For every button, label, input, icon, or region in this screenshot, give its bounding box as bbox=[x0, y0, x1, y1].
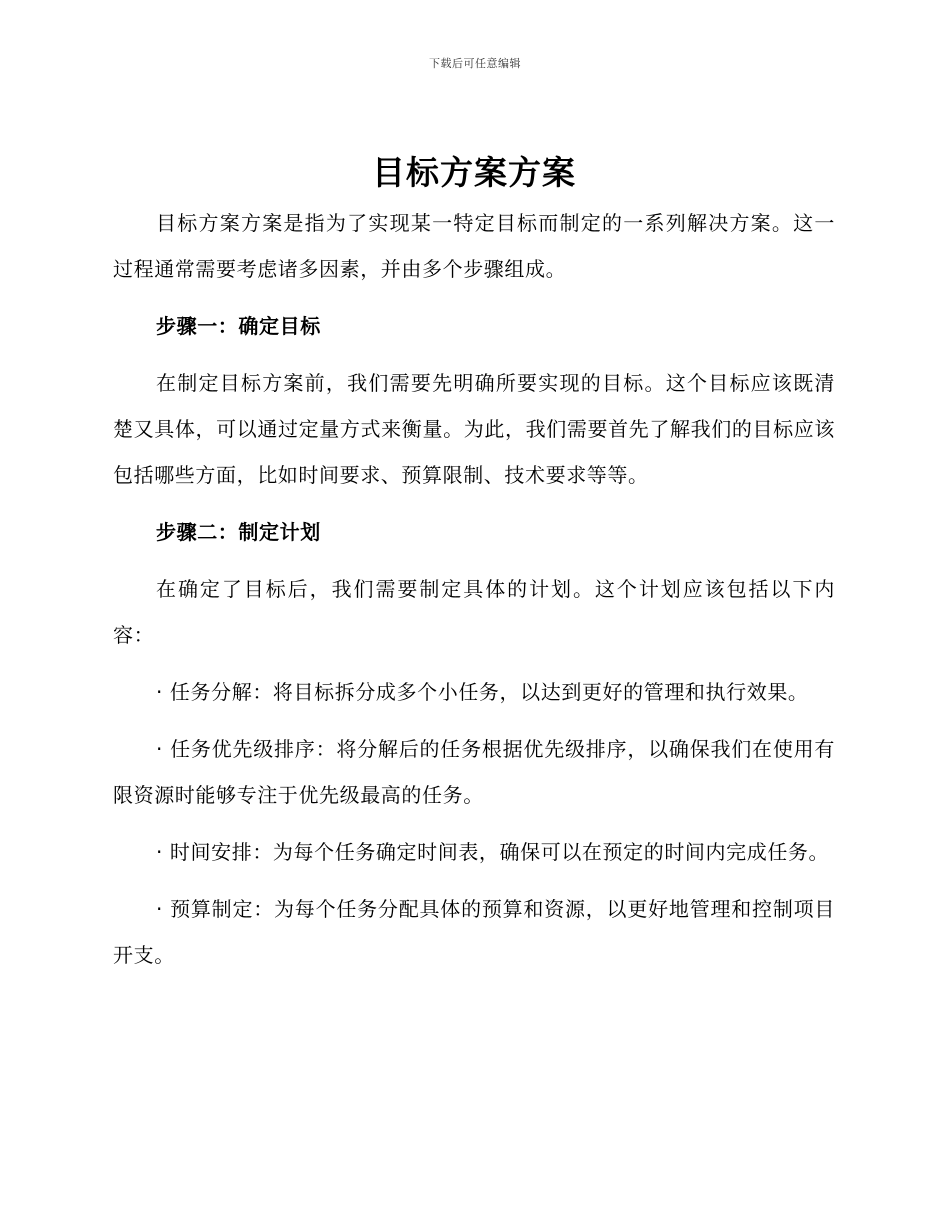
step-one-paragraph: 在制定目标方案前，我们需要先明确所要实现的目标。这个目标应该既清楚又具体，可以通过定量方式来衡量。为此，我们需要首先了解我们的目标应该包括哪些方面，比如时间要求、预算限制、技术要求等等。 bbox=[113, 371, 835, 487]
bullet-task-priority: · 任务优先级排序：将分解后的任务根据优先级排序，以确保我们在使用有限资源时能够专注于优先级最高的任务。 bbox=[113, 737, 835, 807]
bullet-time-schedule: · 时间安排：为每个任务确定时间表，确保可以在预定的时间内完成任务。 bbox=[156, 840, 830, 864]
document-body bbox=[113, 148, 835, 989]
intro-paragraph: 目标方案方案是指为了实现某一特定目标而制定的一系列解决方案。这一过程通常需要考虑诸多因素，并由多个步骤组成。 bbox=[113, 211, 835, 281]
step-two-heading: 步骤二：制定计划 bbox=[156, 520, 321, 544]
header-note: 下载后可任意编辑 bbox=[429, 57, 521, 70]
document-title: 目标方案方案 bbox=[372, 153, 576, 192]
step-one-heading: 步骤一：确定目标 bbox=[156, 314, 321, 338]
bullet-task-breakdown: · 任务分解：将目标拆分成多个小任务，以达到更好的管理和执行效果。 bbox=[156, 680, 809, 704]
step-two-paragraph: 在确定了目标后，我们需要制定具体的计划。这个计划应该包括以下内容： bbox=[113, 577, 835, 647]
bullet-budget: · 预算制定：为每个任务分配具体的预算和资源，以更好地管理和控制项目开支。 bbox=[113, 897, 835, 967]
